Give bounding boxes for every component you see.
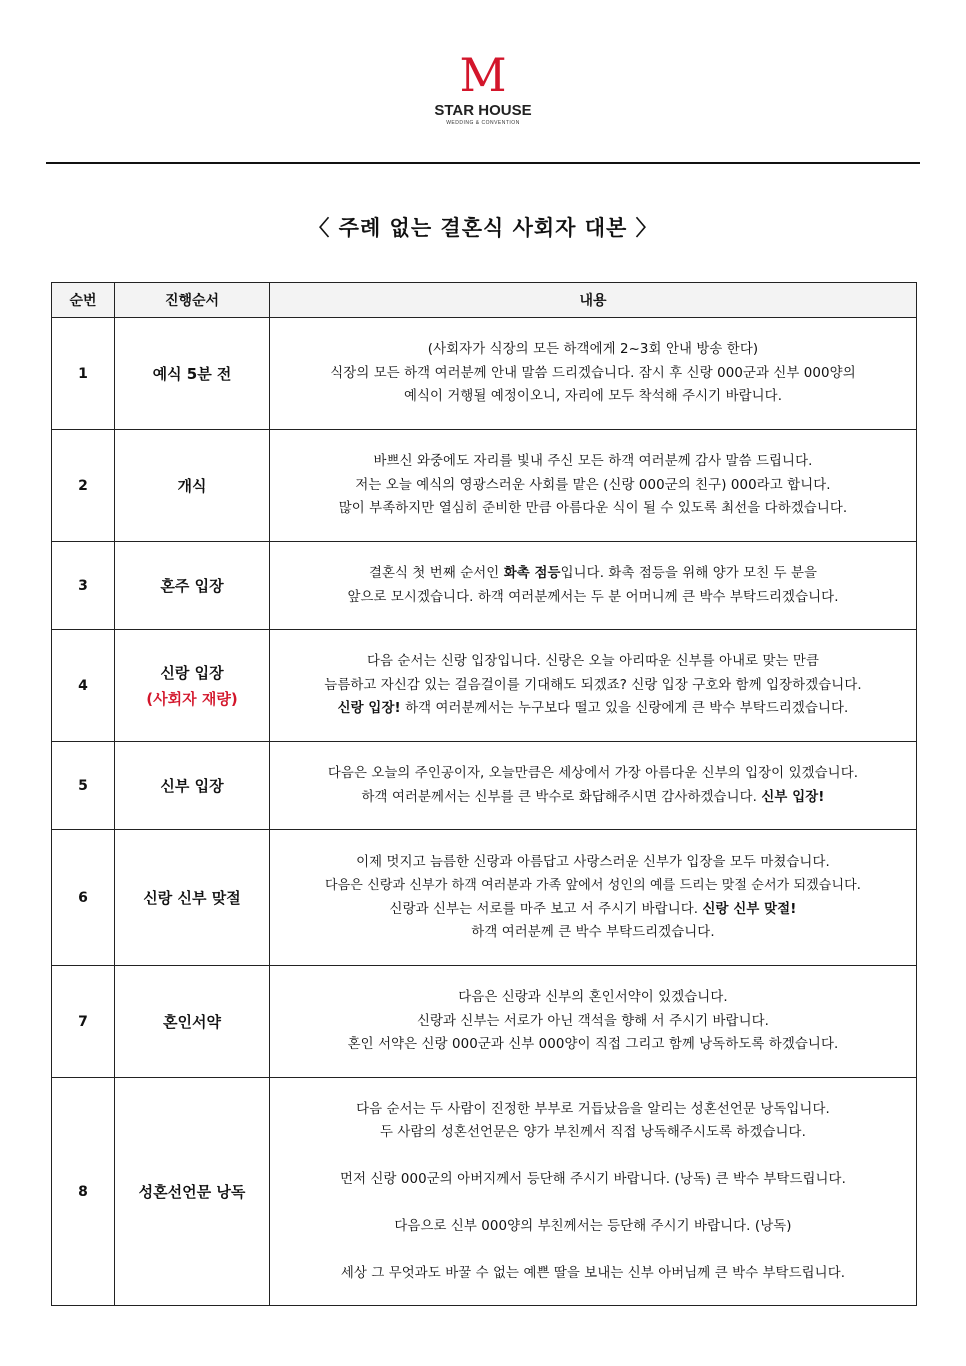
step-label: 신랑 입장 — [160, 663, 224, 682]
row-step: 혼주 입장 — [115, 542, 270, 630]
header-number: 순번 — [52, 283, 115, 318]
content-line: 저는 오늘 예식의 영광스러운 사회를 맡은 (신랑 000군의 친구) 000라고 합니다. — [355, 477, 831, 493]
row-number: 2 — [52, 430, 115, 542]
row-number: 7 — [52, 966, 115, 1078]
content-line: 다음은 신랑과 신부가 하객 여러분과 가족 앞에서 성인의 예를 드리는 맞절 순서가 되겠습니다. — [324, 878, 862, 893]
table-row — [52, 542, 917, 630]
content-text: 하객 여러분께서는 신부를 큰 박수로 화답해주시면 감사하겠습니다. — [361, 789, 762, 805]
logo-mark: M — [459, 48, 507, 102]
content-text: 하객 여러분께서는 누구보다 떨고 있을 신랑에게 큰 박수 부탁드리겠습니다. — [400, 701, 849, 717]
table-row — [52, 430, 917, 542]
content-line: 이제 멋지고 늠름한 신랑과 아름답고 사랑스러운 신부가 입장을 모두 마쳤습니다. — [356, 854, 830, 870]
table-row — [52, 742, 917, 830]
content-line: (사회자가 식장의 모든 하객에게 2~3회 안내 방송 한다) — [427, 342, 759, 358]
content-emphasis: 신랑 입장! — [337, 701, 401, 717]
row-content — [270, 830, 917, 966]
header-step: 진행순서 — [115, 283, 270, 318]
content-emphasis: 신랑 신부 맞절! — [702, 901, 797, 917]
content-line: 바쁘신 와중에도 자리를 빛내 주신 모든 하객 여러분께 감사 말씀 드립니다. — [373, 454, 813, 470]
document-title: 〈 주례 없는 결혼식 사회자 대본 〉 — [308, 216, 658, 240]
row-number: 6 — [52, 830, 115, 966]
content-line: 늠름하고 자신감 있는 걸음걸이를 기대해도 되겠죠? 신랑 입장 구호와 함께 입장하겠습니다. — [324, 677, 862, 693]
table-header-row — [52, 283, 917, 318]
content-line: 예식이 거행될 예정이오니, 자리에 모두 착석해 주시기 바랍니다. — [403, 389, 783, 405]
logo-subtitle: WEDDING & CONVENTION — [446, 120, 520, 126]
row-number: 8 — [52, 1078, 115, 1306]
row-step: 혼인서약 — [115, 966, 270, 1078]
content-line: 신랑과 신부는 서로가 아닌 객석을 향해 서 주시기 바랍니다. — [416, 1013, 770, 1029]
content-line: 다음으로 신부 000양의 부친께서는 등단해 주시기 바랍니다. (낭독) — [394, 1219, 792, 1234]
row-content — [270, 542, 917, 630]
row-step: 예식 5분 전 — [115, 318, 270, 430]
content-line — [270, 562, 916, 586]
content-emphasis: 신부 입장! — [761, 789, 825, 805]
content-line — [270, 697, 916, 721]
content-line: 식장의 모든 하객 여러분께 안내 말씀 드리겠습니다. 잠시 후 신랑 000군과 신부 000양의 — [330, 365, 856, 381]
logo — [0, 48, 966, 126]
row-content — [270, 966, 917, 1078]
table-row — [52, 630, 917, 742]
content-spacer — [270, 1192, 916, 1216]
content-line: 다음은 오늘의 주인공이자, 오늘만큼은 세상에서 가장 아름다운 신부의 입장이 있겠습니다. — [327, 766, 859, 781]
content-spacer — [270, 1239, 916, 1263]
content-text: 신랑과 신부는 서로를 마주 보고 서 주시기 바랍니다. — [389, 901, 703, 917]
logo-name: STAR HOUSE — [434, 102, 532, 119]
row-content — [270, 430, 917, 542]
content-line — [270, 786, 916, 810]
row-step: 개식 — [115, 430, 270, 542]
row-content — [270, 1078, 917, 1306]
content-spacer — [270, 1145, 916, 1169]
content-line: 다음 순서는 신랑 입장입니다. 신랑은 오늘 아리따운 신부를 아내로 맞는 만큼 — [366, 654, 819, 670]
row-step: 성혼선언문 낭독 — [115, 1078, 270, 1306]
row-number: 5 — [52, 742, 115, 830]
row-number: 1 — [52, 318, 115, 430]
content-line: 두 사람의 성혼선언문은 양가 부친께서 직접 낭독해주시도록 하겠습니다. — [380, 1125, 806, 1140]
content-line — [270, 898, 916, 922]
content-line: 혼인 서약은 신랑 000군과 신부 000양이 직접 그리고 함께 낭독하도록 하겠습니다. — [347, 1037, 839, 1053]
content-line: 세상 그 무엇과도 바꿀 수 없는 예쁜 딸을 보내는 신부 아버님께 큰 박수 부탁드립니다. — [340, 1266, 846, 1281]
table-row — [52, 318, 917, 430]
row-number: 4 — [52, 630, 115, 742]
content-line: 하객 여러분께 큰 박수 부탁드리겠습니다. — [471, 925, 715, 940]
content-line: 앞으로 모시겠습니다. 하객 여러분께서는 두 분 어머니께 큰 박수 부탁드리겠습니다. — [347, 589, 839, 605]
content-text: 입니다. 화촉 점등을 위해 양가 모친 두 분을 — [560, 566, 818, 581]
table-row — [52, 830, 917, 966]
content-line: 다음은 신랑과 신부의 혼인서약이 있겠습니다. — [458, 990, 728, 1006]
row-step: 신랑 신부 맞절 — [115, 830, 270, 966]
row-step: 신부 입장 — [115, 742, 270, 830]
table-row — [52, 1078, 917, 1306]
content-emphasis: 화촉 점등 — [503, 566, 561, 581]
content-line: 다음 순서는 두 사람이 진정한 부부로 거듭났음을 알리는 성혼선언문 낭독입니다. — [356, 1101, 830, 1117]
content-line: 먼저 신랑 000군의 아버지께서 등단해 주시기 바랍니다. (낭독) 큰 박수 부탁드립니다. — [340, 1172, 846, 1187]
row-content — [270, 318, 917, 430]
content-text: 결혼식 첫 번째 순서인 — [368, 566, 504, 581]
step-note: (사회자 재량) — [146, 689, 238, 708]
row-content — [270, 630, 917, 742]
ceremony-script-table — [51, 282, 917, 1306]
row-step — [115, 630, 270, 742]
row-content — [270, 742, 917, 830]
header-content: 내용 — [270, 283, 917, 318]
content-line: 많이 부족하지만 열심히 준비한 만큼 아름다운 식이 될 수 있도록 최선을 다하겠습니다. — [338, 501, 848, 517]
row-number: 3 — [52, 542, 115, 630]
table-row — [52, 966, 917, 1078]
header-divider — [46, 162, 920, 164]
